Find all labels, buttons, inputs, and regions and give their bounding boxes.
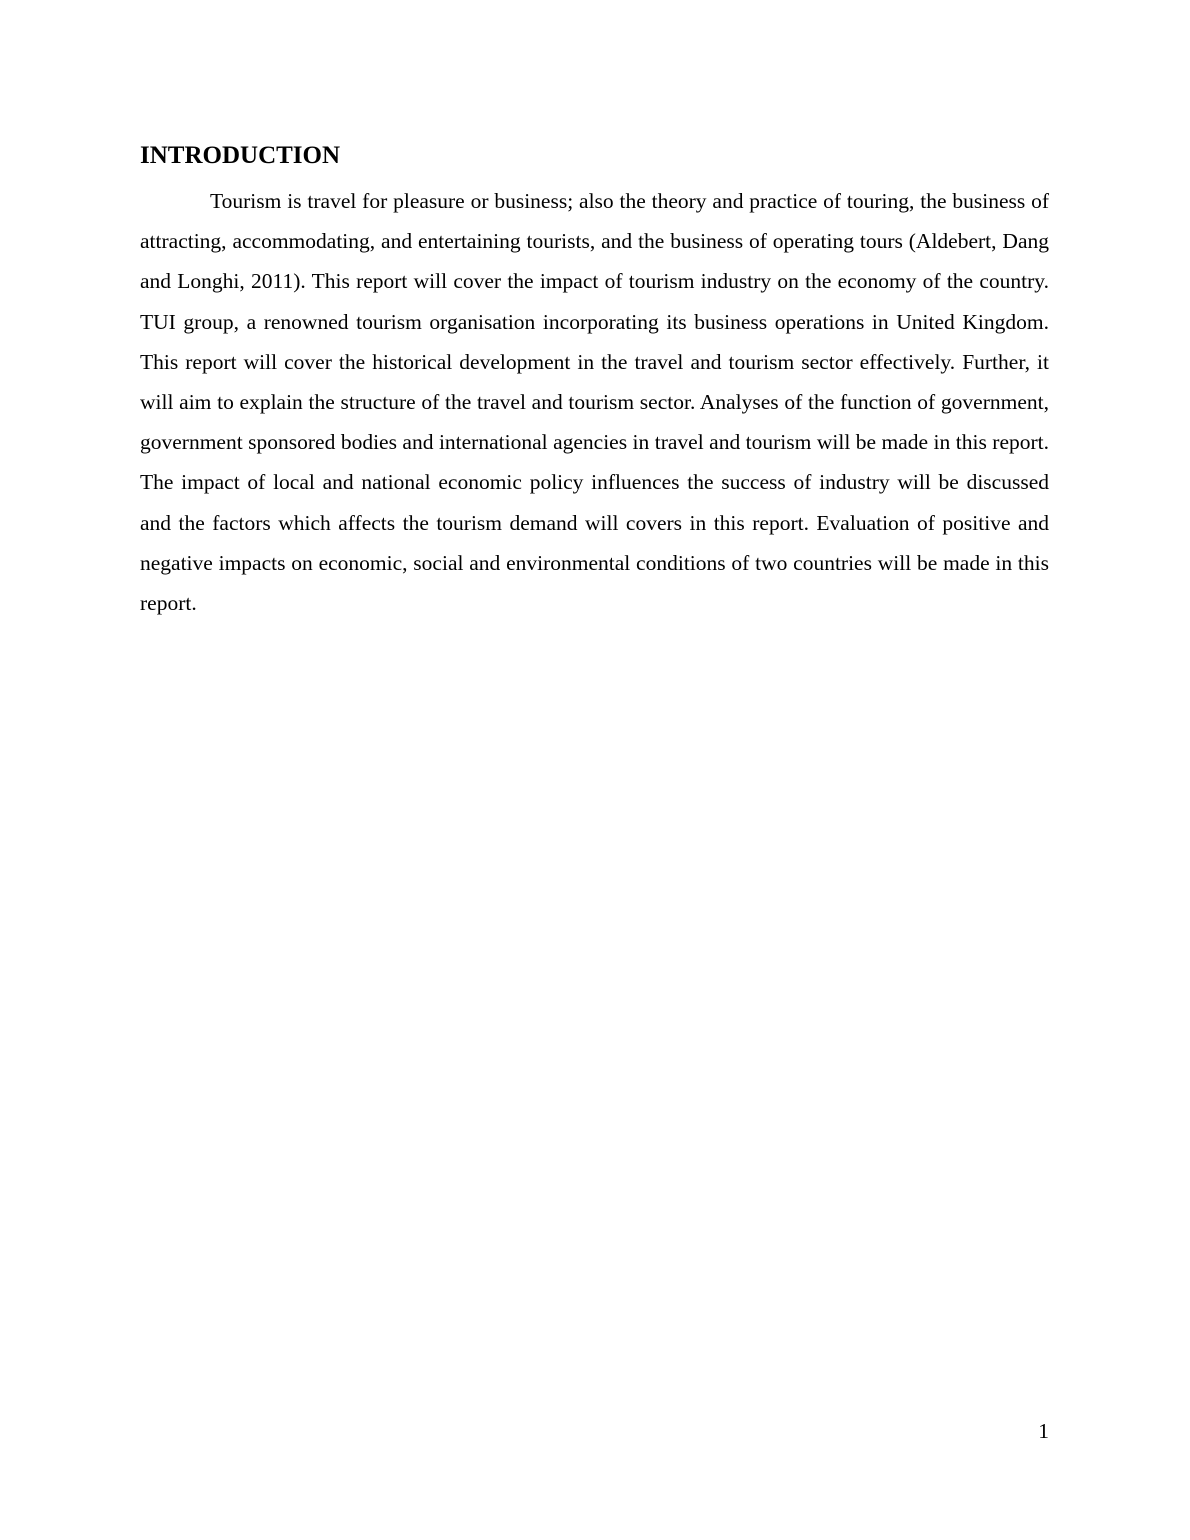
section-heading: INTRODUCTION <box>140 142 341 169</box>
introduction-paragraph: Tourism is travel for pleasure or business; also the theory and practice of touring, the business of attracting, accommodating, and entertaining tourists, and the business of operating tours (Aldebert, Dang and Longhi, 2011). This report will cover the impact of tourism industry on the economy of the country. TUI group, a renowned tourism organisation incorporating its business operations in United Kingdom. This report will cover the historical development in the travel and tourism sector effectively. Further, it will aim to explain the structure of the travel and tourism sector. Analyses of the function of government, government sponsored bodies and international agencies in travel and tourism will be made in this report. The impact of local and national economic policy influences the success of industry will be discussed and the factors which affects the tourism demand will covers in this report. Evaluation of positive and negative impacts on economic, social and environmental conditions of two countries will be made in this report. <box>140 189 1049 616</box>
page-number: 1 <box>1038 1419 1049 1443</box>
